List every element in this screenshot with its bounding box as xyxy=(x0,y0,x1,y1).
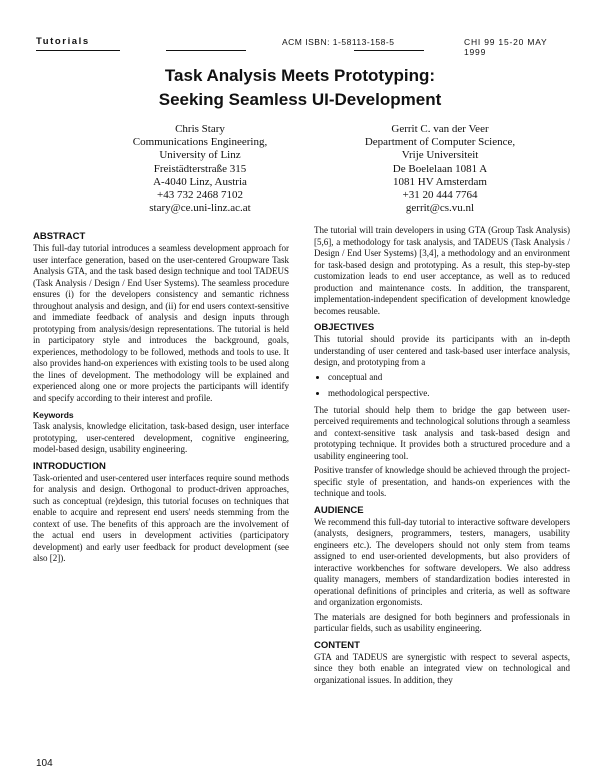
author-name: Gerrit C. van der Veer xyxy=(391,123,489,135)
author-city: A-4040 Linz, Austria xyxy=(153,175,247,188)
introduction-heading: INTRODUCTION xyxy=(33,460,106,472)
audience-text: We recommend this full-day tutorial to interactive software developers (analysts, designers, programmers, testers, managers, usability engineers etc.). The developers should not only stem from teams assigned to end user-oriented developments, but also providers of interactive workbenches for software developers. We also address quality managers, members of standardization bodies interested in operational definitions of principles and criteria, as well as software and organization ergonomists. xyxy=(314,516,570,607)
title-line-1: Task Analysis Meets Prototyping: xyxy=(164,66,436,85)
author-city: 1081 HV Amsterdam xyxy=(393,175,487,188)
author-street: De Boelelaan 1081 A xyxy=(392,162,488,175)
title-line-2: Seeking Seamless UI-Development xyxy=(158,90,442,109)
author-street: Freistädterstraße 315 xyxy=(153,162,247,175)
isbn-label: ACM ISBN: 1-58113-158-5 xyxy=(282,37,395,47)
page-number: 104 xyxy=(36,758,53,769)
keywords-heading: Keywords xyxy=(33,410,74,420)
header-rule-middle xyxy=(166,50,246,51)
objectives-text: This tutorial should provide its participants with an in-depth understanding of user centered and task-based user interface analysis, design, and prototyping from a xyxy=(314,334,570,367)
author-affiliation: Department of Computer Science, xyxy=(364,136,516,149)
abstract-heading: ABSTRACT xyxy=(33,231,86,242)
author-institution: Vrije Universiteit xyxy=(401,149,479,162)
tutorial-intro-text: The tutorial will train developers in using GTA (Group Task Analysis) [5,6], a methodology for task analysis, and TADEUS (Task Analysis / Design / End User Systems) [3,4], a methodology and an environment for task-based design and prototyping. As a result, this step-by-step customization leads to end user acceptance, as well as to reduced production and maintenance costs. In addition, the transparent, implementation-independent specification of development knowledge becomes reusable. xyxy=(314,225,570,316)
right-column xyxy=(314,225,570,689)
header-rule-left xyxy=(36,50,120,51)
author-email: stary@ce.uni-linz.ac.at xyxy=(149,202,251,215)
author-phone: +31 20 444 7764 xyxy=(402,189,478,202)
author-affiliation: Communications Engineering, xyxy=(132,136,268,149)
keywords-text: Task analysis, knowledge elicitation, task-based design, user interface prototyping, user-centered development, cognitive engineering, model-based design, usability engineering. xyxy=(33,421,289,454)
author-block-2 xyxy=(330,123,550,215)
content-text: GTA and TADEUS are synergistic with respect to several aspects, since they both enable an integrated view on technological and organizational issues. In addition, they xyxy=(314,651,570,685)
introduction-text: Task-oriented and user-centered user interfaces require sound methods for analysis and design. Orthogonal to product-driven approaches, such as conceptual (re)design, this tutorial focuses on techniques that enable to acquire and represent end users' needs stemming from the context of use. The benefits of this approach are the involvement of the actual end users in development activities (participatory development) and early user feedback for product development (see also [2]). xyxy=(33,472,289,563)
section-label: Tutorials xyxy=(36,36,90,47)
left-column xyxy=(33,231,289,568)
objectives-text-3: Positive transfer of knowledge should be achieved through the project-specific style of presentation, and hands-on experiences with the technique and tools. xyxy=(314,465,570,498)
objectives-heading: OBJECTIVES xyxy=(314,322,375,333)
author-name: Chris Stary xyxy=(175,123,225,135)
author-email: gerrit@cs.vu.nl xyxy=(405,202,475,215)
list-item: • methodological perspective. xyxy=(328,388,570,400)
content-heading: CONTENT xyxy=(314,639,360,651)
author-block-1 xyxy=(90,123,310,215)
list-item: • conceptual and xyxy=(328,372,570,384)
objectives-list xyxy=(314,372,570,400)
author-institution: University of Linz xyxy=(159,149,241,162)
running-header xyxy=(36,36,566,57)
objectives-text-2: The tutorial should help them to bridge the gap between user-perceived requirements and technological solutions through a seamless and context-sensitive task analysis and task-based design and prototyping technique. It provides both a structured procedure and a usability engineering tool. xyxy=(314,404,570,461)
abstract-text: This full-day tutorial introduces a seamless development approach for user interface generation, based on the user-centered Groupware Task Analysis GTA, and the task based design technique and tool TADEUS (Task Analysis / Design / End User Systems). The seamless procedure ensures (i) for the developers consistency and semantic richness throughout analysis and design, and (ii) for end users context-sensitive and immediate feedback of analysis and design inputs through prototyping from analysis/design representations. The tutorial is held in participatory style and introduces the background, goals, experiences, methodology to be followed, methods and tools to use. It also provides hand-on experiences with existing tools to be used along the lines of development. The methodology will be explained and experienced along one or more projects the participants will identify and specify according to their interest and profile. xyxy=(33,243,289,403)
audience-heading: AUDIENCE xyxy=(314,504,364,516)
conference-label: CHI 99 15-20 MAY 1999 xyxy=(464,37,548,57)
author-phone: +43 732 2468 7102 xyxy=(157,189,243,202)
audience-text-2: The materials are designed for both beginners and professionals in particular fields, such as usability engineering. xyxy=(314,611,570,633)
header-rule-right xyxy=(354,50,424,51)
paper-title xyxy=(0,64,600,112)
